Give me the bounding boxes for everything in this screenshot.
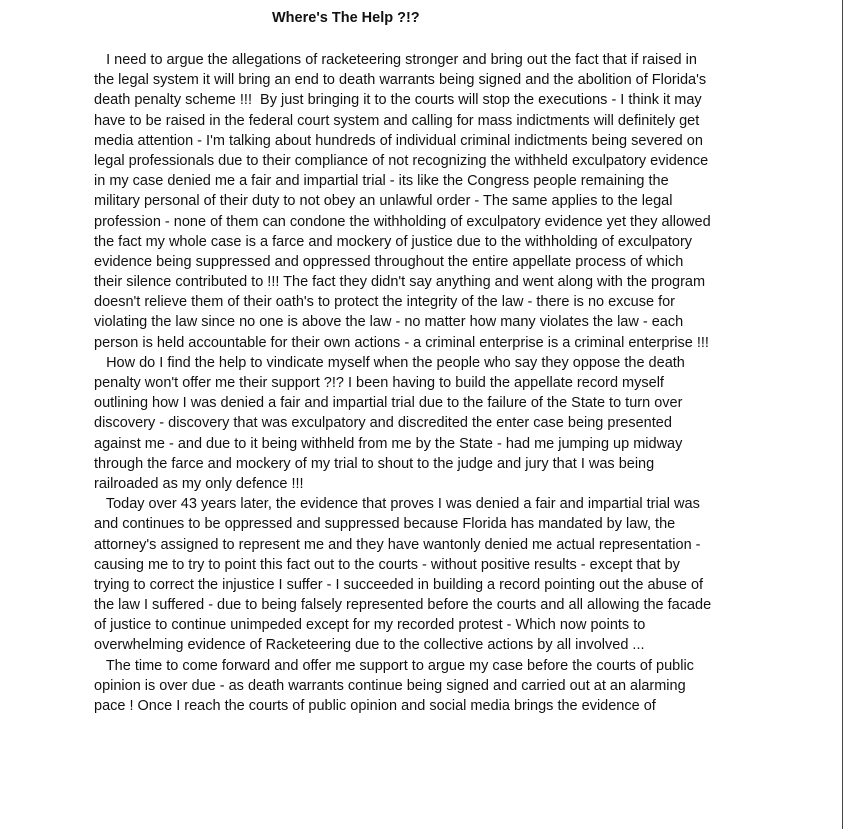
body-text-line: against me - and due to it being withheld from me by the State - had me jumping up midway	[94, 435, 683, 452]
body-text-line: overwhelming evidence of Racketeering due to the collective actions by all involved ...	[94, 637, 645, 654]
body-text-line: trying to correct the injustice I suffer - I succeeded in building a record pointing out the abuse of	[94, 576, 704, 593]
body-text-line: I need to argue the allegations of racketeering stronger and bring out the fact that if raised in	[94, 52, 697, 68]
body-text-line: through the farce and mockery of my trial to shout to the judge and jury that I was being	[94, 455, 655, 472]
body-text-line: have to be raised in the federal court system and calling for mass indictments will definitely get	[94, 112, 700, 129]
body-text-line: of justice to continue unimpeded except for my recorded protest - Which now points to	[94, 617, 646, 634]
body-text-line: opinion is over due - as death warrants continue being signed and carried out at an alarming	[94, 677, 686, 694]
body-text-line: causing me to try to point this fact out to the courts - without positive results - except that by	[94, 556, 680, 573]
body-text-line: violating the law since no one is above the law - no matter how many violates the law - each	[94, 314, 684, 331]
body-text-line: penalty won't offer me their support ?!? I been having to build the appellate record myself	[94, 375, 664, 391]
body-text-line: railroaded as my only defence !!!	[94, 475, 304, 492]
body-text-line: their silence contributed to !!! The fact they didn't say anything and went along with the program	[94, 274, 706, 291]
body-text-line: How do I find the help to vindicate myself when the people who say they oppose the death	[94, 354, 685, 371]
document-title: Where's The Help ?!?	[272, 10, 420, 26]
body-text-line: the legal system it will bring an end to death warrants being signed and the abolition of Florida's	[94, 72, 707, 89]
body-text-line: and continues to be oppressed and suppressed because Florida has mandated by law, the	[94, 516, 676, 533]
document-body	[94, 50, 754, 716]
body-text-line: attorney's assigned to represent me and they have wantonly denied me actual representation -	[94, 536, 701, 553]
body-text-line: media attention - I'm talking about hundreds of individual criminal indictments being severed on	[94, 132, 703, 149]
body-text-line: person is held accountable for their own actions - a criminal enterprise is a criminal enterprise !!!	[94, 334, 709, 351]
body-text-line: The time to come forward and offer me support to argue my case before the courts of public	[94, 657, 694, 674]
body-text-line: pace ! Once I reach the courts of public opinion and social media brings the evidence of	[94, 698, 656, 714]
body-text-line: Today over 43 years later, the evidence that proves I was denied a fair and impartial trial was	[94, 496, 700, 513]
body-text-line: doesn't relieve them of their oath's to protect the integrity of the law - there is no excuse for	[94, 294, 676, 311]
body-text-line: death penalty scheme !!! By just bringing it to the courts will stop the executions - I think it may	[94, 92, 702, 109]
body-text-line: military personal of their duty to not obey an unlawful order - The same applies to the legal	[94, 193, 673, 210]
body-text-line: evidence being suppressed and oppressed throughout the entire appellate process of which	[94, 253, 684, 270]
body-text-line: in my case denied me a fair and impartial trial - its like the Congress people remaining the	[94, 173, 669, 190]
body-text-line: the law I suffered - due to being falsely represented before the courts and all allowing the facade	[94, 597, 712, 614]
body-text-line: discovery - discovery that was exculpatory and discredited the enter case being presented	[94, 415, 672, 432]
body-text-line: outlining how I was denied a fair and impartial trial due to the failure of the State to turn over	[94, 395, 683, 412]
body-text-line: profession - none of them can condone the withholding of exculpatory evidence yet they allowed	[94, 213, 711, 230]
body-text-line: the fact my whole case is a farce and mockery of justice due to the withholding of exculpatory	[94, 233, 693, 250]
body-text-line: legal professionals due to their compliance of not recognizing the withheld exculpatory evidence	[94, 152, 709, 169]
